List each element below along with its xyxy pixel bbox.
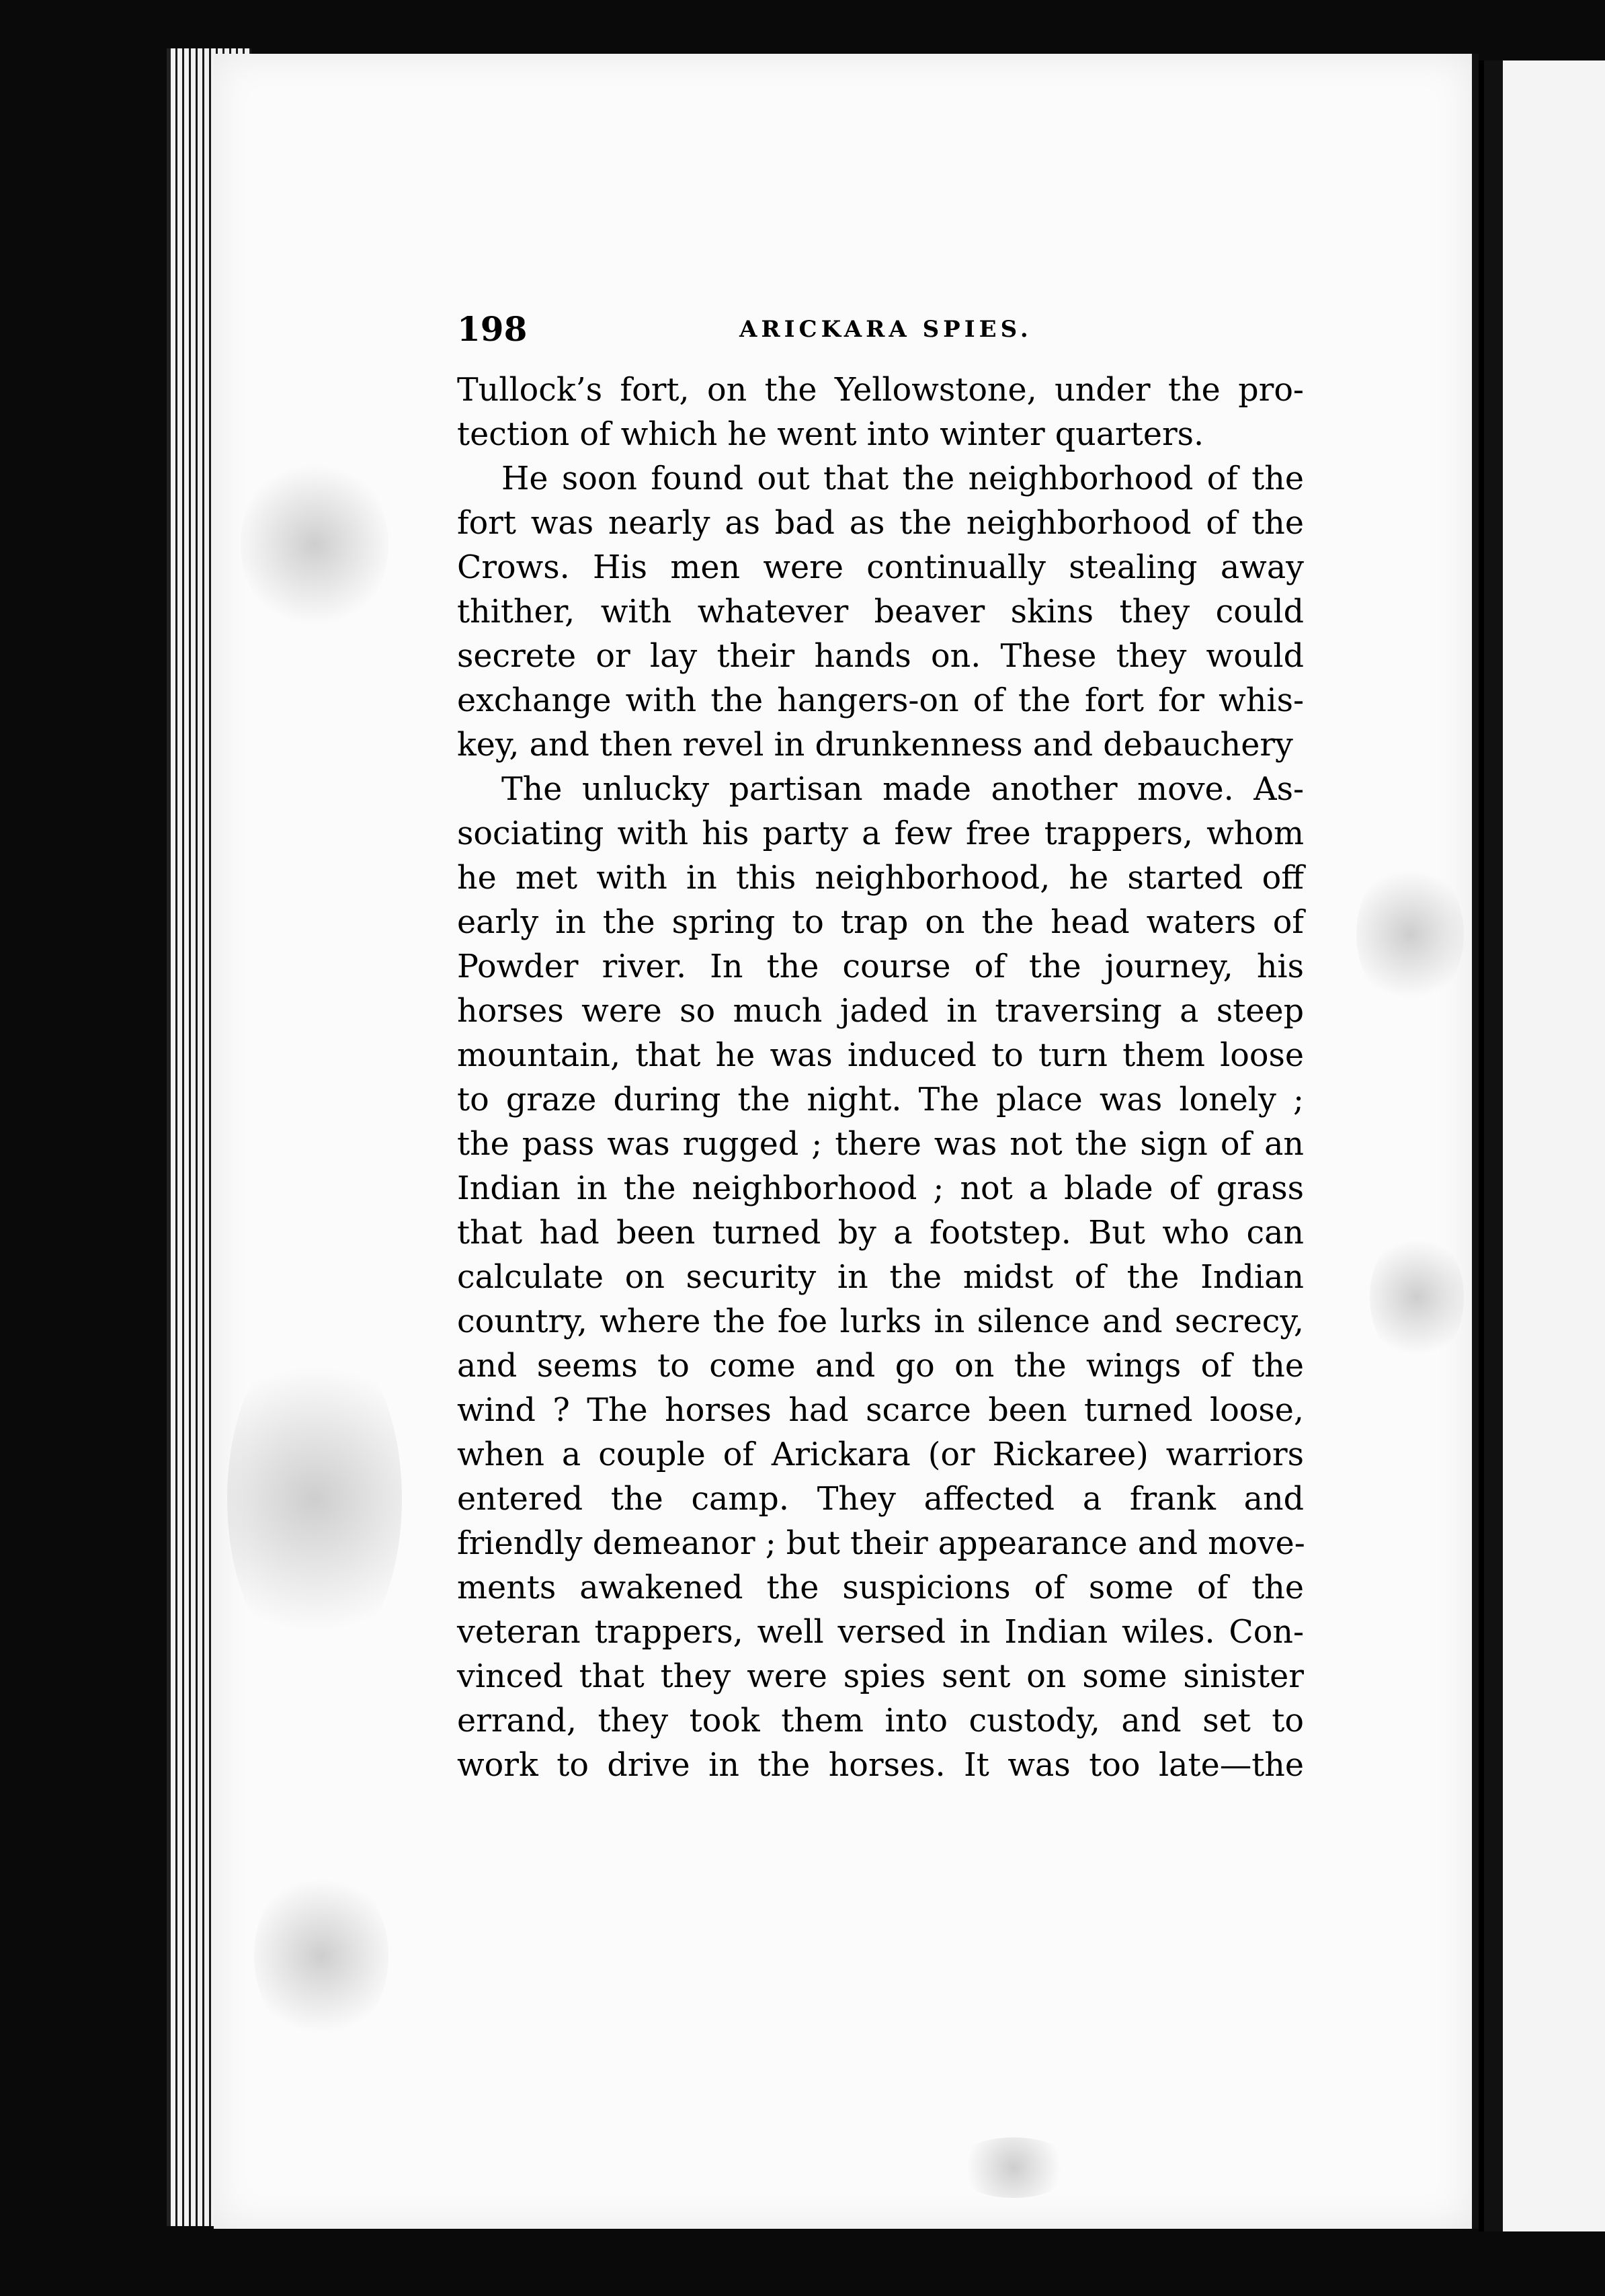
text-line: he met with in this neighborhood, he started off xyxy=(457,860,1304,897)
text-line: to graze during the night. The place was lonely ; xyxy=(457,1081,1304,1118)
text-line: Powder river. In the course of the journey, his xyxy=(457,948,1304,985)
running-head: ARICKARA SPIES. xyxy=(739,316,1032,343)
text-line: veteran trappers, well versed in Indian wiles. Con- xyxy=(457,1614,1304,1651)
text-line: friendly demeanor ; but their appearance and move- xyxy=(457,1525,1305,1562)
stain xyxy=(953,2137,1074,2198)
text-line: secrete or lay their hands on. These they would xyxy=(457,638,1304,675)
stain xyxy=(227,1331,402,1667)
text-line: calculate on security in the midst of the Indian xyxy=(457,1259,1304,1296)
page-header xyxy=(457,309,1304,350)
text-line: fort was nearly as bad as the neighborhood of the xyxy=(457,505,1304,542)
text-line: early in the spring to trap on the head waters of xyxy=(457,904,1304,941)
text-line: exchange with the hangers-on of the fort for whis- xyxy=(457,682,1304,719)
text-line: He soon found out that the neighborhood of the xyxy=(501,460,1304,497)
text-line: and seems to come and go on the wings of the xyxy=(457,1348,1304,1385)
text-line: The unlucky partisan made another move. As- xyxy=(501,771,1304,808)
text-line: work to drive in the horses. It was too late—the xyxy=(457,1747,1304,1784)
page-number: 198 xyxy=(457,309,528,349)
stain xyxy=(1356,860,1464,1008)
text-line: sociating with his party a few free trappers, whom xyxy=(457,815,1304,852)
text-line: mountain, that he was induced to turn them loose xyxy=(457,1037,1304,1074)
stain xyxy=(254,1869,388,2043)
text-line: errand, they took them into custody, and set to xyxy=(457,1703,1304,1739)
text-line: Tullock’s fort, on the Yellowstone, under the pro- xyxy=(457,372,1304,409)
text-line: Crows. His men were continually stealing away xyxy=(457,549,1304,586)
text-line: vinced that they were spies sent on some sinister xyxy=(457,1658,1304,1695)
text-line: country, where the foe lurks in silence and secrecy, xyxy=(457,1303,1304,1340)
gutter-shadow xyxy=(1484,60,1503,2231)
text-line: wind ? The horses had scarce been turned loose, xyxy=(457,1392,1304,1429)
text-line: when a couple of Arickara (or Rickaree) warriors xyxy=(457,1436,1304,1473)
text-line: tection of which he went into winter quarters. xyxy=(457,416,1204,453)
text-line: thither, with whatever beaver skins they could xyxy=(457,593,1304,630)
stain xyxy=(241,457,388,632)
text-line: the pass was rugged ; there was not the sign of an xyxy=(457,1126,1304,1163)
text-line: ments awakened the suspicions of some of the xyxy=(457,1569,1304,1606)
text-line: key, and then revel in drunkenness and debauchery xyxy=(457,727,1293,764)
text-line: Indian in the neighborhood ; not a blade of grass xyxy=(457,1170,1304,1207)
facing-page-edge xyxy=(1479,60,1605,2231)
text-line: horses were so much jaded in traversing a steep xyxy=(457,993,1304,1030)
body-text xyxy=(457,368,1304,1788)
text-line: entered the camp. They affected a frank and xyxy=(457,1481,1304,1518)
text-line: that had been turned by a footstep. But who can xyxy=(457,1215,1304,1252)
stain xyxy=(1370,1230,1464,1364)
